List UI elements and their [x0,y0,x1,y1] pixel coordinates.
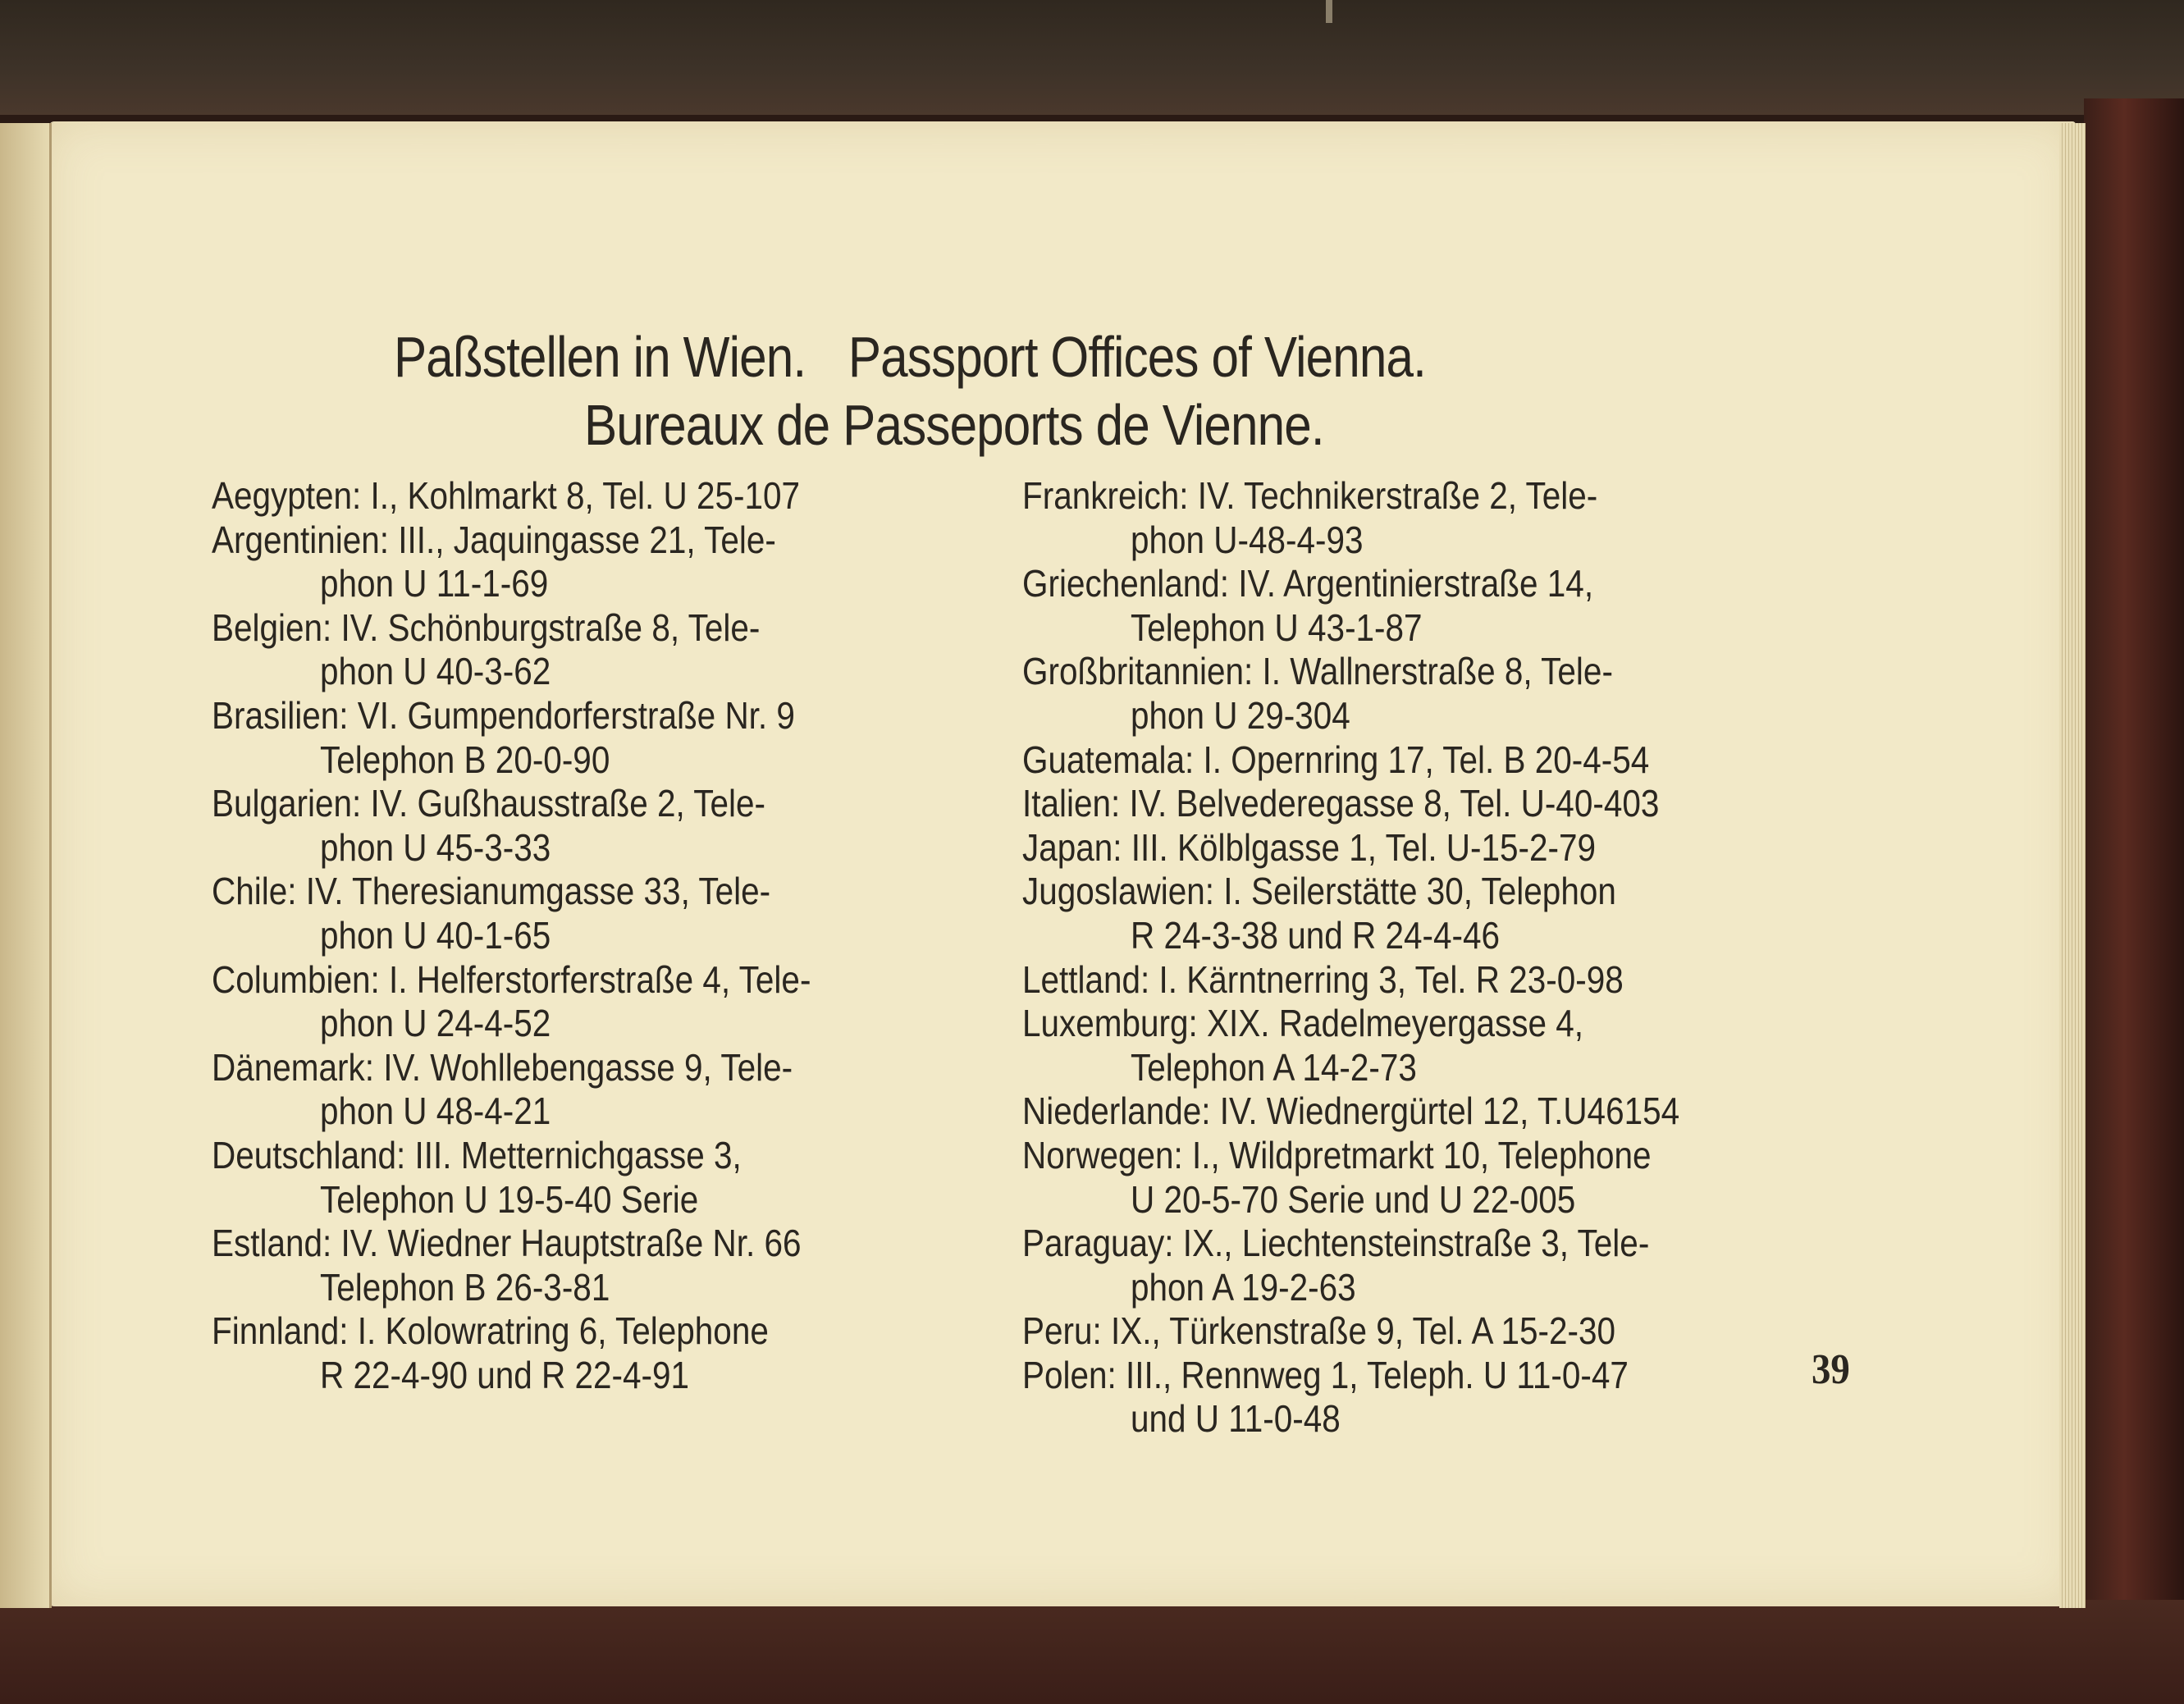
passport-office-entry [1022,958,1843,1003]
entry-line: Guatemala: I. Opernring 17, Tel. B 20-4-54 [1022,738,1650,781]
entry-continuation-line: phon U 29-304 [1131,693,1350,737]
entry-continuation-line: phon U 40-1-65 [320,913,551,957]
entry-continuation-line: Telephon U 19-5-40 Serie [320,1177,699,1221]
entry-line: Deutschland: III. Metternichgasse 3, [212,1133,742,1176]
passport-office-entry [1022,782,1843,826]
entry-continuation-line: phon U 24-4-52 [320,1002,551,1045]
entry-line: Frankreich: IV. Technikerstraße 2, Tele- [1022,474,1598,517]
passport-office-entry [1022,1090,1843,1134]
entry-line: Luxemburg: XIX. Radelmeyergasse 4, [1022,1002,1584,1045]
entry-line: Paraguay: IX., Liechtensteinstraße 3, Tele- [1022,1222,1650,1265]
passport-office-entry [212,474,966,519]
passport-office-entry [212,1046,966,1134]
passport-office-entry [1022,870,1843,957]
entry-line: Aegypten: I., Kohlmarkt 8, Tel. U 25-107 [212,474,801,517]
entry-continuation-line: phon U 48-4-21 [320,1090,551,1133]
entry-line: Dänemark: IV. Wohllebengasse 9, Tele- [212,1045,793,1089]
title-french: Bureaux de Passeports de Vienne. [584,393,1324,457]
right-column-list [1022,474,1843,1441]
entry-line: Jugoslawien: I. Seilerstätte 30, Telephon [1022,870,1616,913]
entry-line: Bulgarien: IV. Gußhausstraße 2, Tele- [212,782,766,825]
passport-office-entry [212,1134,966,1222]
entry-continuation-line: R 24-3-38 und R 24-4-46 [1131,913,1501,957]
entry-continuation-line: phon U 40-3-62 [320,650,551,693]
passport-office-entry [212,1222,966,1309]
passport-office-entry [1022,826,1843,870]
entry-line: Columbien: I. Helferstorferstraße 4, Tele- [212,957,811,1001]
entry-continuation-line: und U 11-0-48 [1131,1397,1341,1441]
passport-office-entry [212,1309,966,1397]
entry-continuation-line: phon U 11-1-69 [320,562,549,605]
entry-line: Argentinien: III., Jaquingasse 21, Tele- [212,518,776,561]
entry-line: Großbritannien: I. Wallnerstraße 8, Tele- [1022,650,1613,693]
entry-line: Brasilien: VI. Gumpendorferstraße Nr. 9 [212,693,795,737]
passport-office-entry [1022,474,1843,562]
passport-office-entry [1022,1002,1843,1090]
entry-continuation-line: phon U 45-3-33 [320,825,551,869]
entry-continuation-line: U 20-5-70 Serie und U 22-005 [1131,1177,1576,1221]
passport-office-entry [212,606,966,694]
title-german: Paßstellen in Wien. [394,325,806,389]
passport-office-entry [1022,1222,1843,1309]
passport-office-entry [212,870,966,957]
entry-line: Japan: III. Kölblgasse 1, Tel. U-15-2-79 [1022,825,1597,869]
entry-line: Peru: IX., Türkenstraße 9, Tel. A 15-2-30 [1022,1309,1616,1353]
entry-line: Belgien: IV. Schönburgstraße 8, Tele- [212,605,761,649]
entry-continuation-line: Telephon A 14-2-73 [1131,1045,1417,1089]
entry-line: Griechenland: IV. Argentinierstraße 14, [1022,562,1594,605]
title-english: Passport Offices of Vienna. [848,325,1426,389]
passport-office-entry [1022,1134,1843,1222]
entry-line: Niederlande: IV. Wiednergürtel 12, T.U46154 [1022,1090,1680,1133]
entry-line: Italien: IV. Belvederegasse 8, Tel. U-40-403 [1022,782,1660,825]
entry-line: Lettland: I. Kärntnerring 3, Tel. R 23-0-98 [1022,957,1624,1001]
entry-continuation-line: Telephon B 20-0-90 [320,738,610,781]
passport-office-entry [1022,738,1843,783]
entry-continuation-line: Telephon U 43-1-87 [1131,605,1423,649]
entry-continuation-line: phon U-48-4-93 [1131,518,1364,561]
entry-line: Estland: IV. Wiedner Hauptstraße Nr. 66 [212,1222,802,1265]
entry-line: Norwegen: I., Wildpretmarkt 10, Telephone [1022,1133,1652,1176]
passport-office-entry [212,694,966,782]
entry-continuation-line: R 22-4-90 und R 22-4-91 [320,1353,690,1396]
page-title [394,324,1537,390]
entry-continuation-line: phon A 19-2-63 [1131,1265,1356,1309]
entry-line: Finnland: I. Kolowratring 6, Telephone [212,1309,769,1353]
left-column-list [212,474,966,1397]
page-number: 39 [1812,1346,1850,1393]
passport-office-entry [212,782,966,870]
passport-office-entry [212,519,966,606]
passport-office-entry [1022,1309,1843,1354]
passport-office-entry [1022,562,1843,650]
passport-office-entry [1022,650,1843,738]
entry-line: Polen: III., Rennweg 1, Teleph. U 11-0-47 [1022,1353,1629,1396]
passport-office-entry [212,958,966,1046]
entry-line: Chile: IV. Theresianumgasse 33, Tele- [212,870,771,913]
entry-continuation-line: Telephon B 26-3-81 [320,1265,610,1309]
passport-office-entry [1022,1354,1843,1441]
